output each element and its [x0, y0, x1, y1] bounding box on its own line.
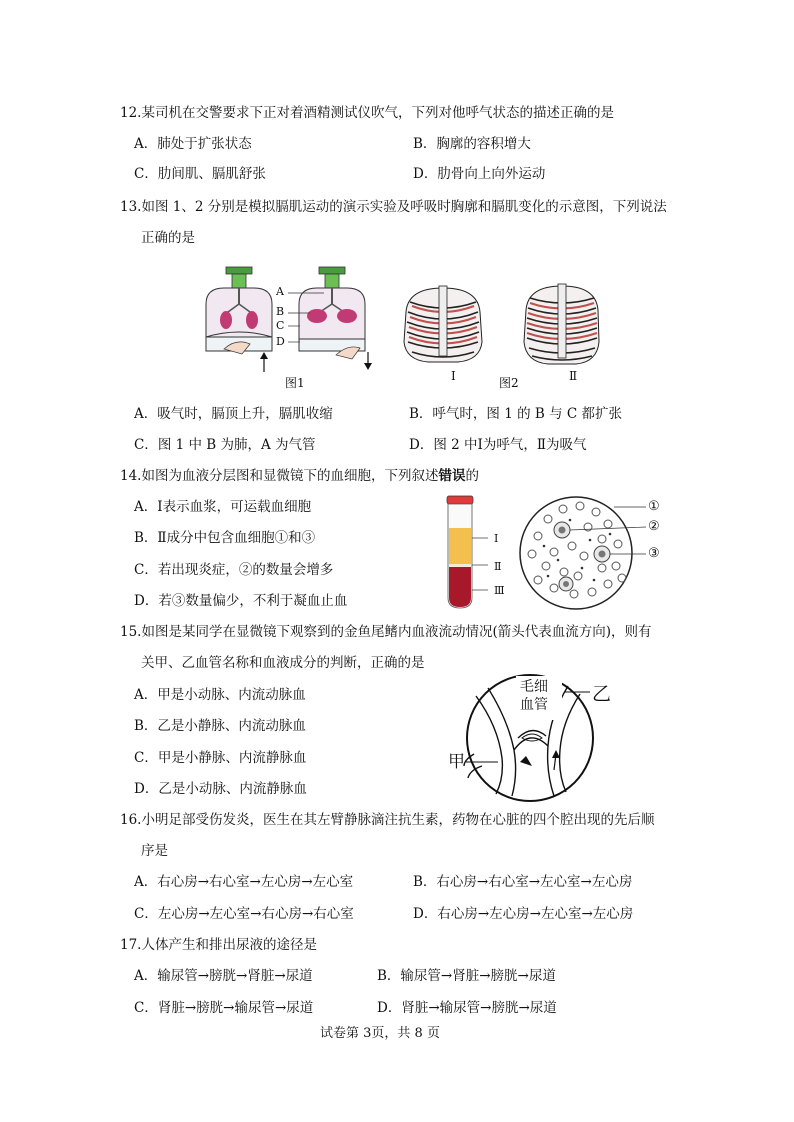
q17-option-d: D．肾脏→输尿管→膀胱→尿道	[377, 1000, 557, 1016]
q16-stem-line1: 16.小明足部受伤发炎，医生在其左臂静脉滴注抗生素，药物在心脏的四个腔出现的先后顺	[120, 812, 655, 828]
blood-cell-micrograph	[518, 494, 658, 612]
q12-stem: 12.某司机在交警要求下正对着酒精测试仪吹气，下列对他呼气状态的描述正确的是	[120, 105, 614, 121]
q16-option-a: A．右心房→右心室→左心房→左心室	[134, 874, 354, 890]
q12-option-d: D．肋骨向上向外运动	[413, 166, 546, 182]
bell-jar-exhale	[288, 267, 372, 370]
q17-option-c: C．肾脏→膀胱→输尿管→尿道	[134, 1000, 314, 1016]
q14-option-d: D．若③数量偏少，不利于凝血止血	[134, 593, 348, 609]
q14-option-b: B．Ⅱ成分中包含血细胞①和③	[134, 530, 316, 546]
fig1-label-b: B	[276, 305, 285, 318]
q13-stem-line2: 正确的是	[141, 230, 195, 246]
q16-option-b: B．右心房→右心室→左心室→左心房	[413, 874, 633, 890]
figure-1-bell-jar	[196, 262, 380, 392]
q17-stem: 17.人体产生和排出尿液的途径是	[120, 937, 317, 953]
q13-stem-line1: 13.如图 1、2 分别是模拟膈肌运动的演示实验及呼吸时胸廓和膈肌变化的示意图，下列说法	[120, 199, 667, 215]
q12-option-c: C．肋间肌、膈肌舒张	[134, 166, 266, 182]
fig2-label-i: Ⅰ	[451, 369, 456, 383]
q14-option-c: C．若出现炎症，②的数量会增多	[134, 562, 334, 578]
tube-label-ii: Ⅱ	[494, 560, 502, 573]
q15-option-c: C．甲是小静脉、内流静脉血	[134, 750, 307, 766]
fig1-label-a: A	[276, 285, 284, 298]
bell-jar-inhale	[206, 267, 272, 372]
vessel-label-jia: 甲	[448, 752, 465, 772]
q14-stem: 14.如图为血液分层图和显微镜下的血细胞，下列叙述错误的	[120, 468, 479, 484]
q15-option-a: A．甲是小动脉、内流动脉血	[134, 687, 306, 703]
q16-option-d: D．右心房→左心房→左心室→左心房	[413, 906, 634, 922]
q16-stem-line2: 序是	[141, 843, 168, 859]
q15-stem-line2: 关甲、乙血管名称和血液成分的判断，正确的是	[141, 655, 425, 671]
cell-label-1: ①	[648, 499, 660, 514]
fig2-caption: 图2	[499, 376, 519, 390]
cell-label-3: ③	[648, 546, 660, 561]
figure-2-rib-cages	[398, 282, 628, 368]
rib-cage-1	[404, 286, 482, 362]
rib-cage-2	[524, 284, 599, 364]
cell-label-2: ②	[648, 519, 660, 534]
q15-option-d: D．乙是小动脉、内流静脉血	[134, 781, 307, 797]
capillary-label-line1: 毛细	[520, 679, 548, 695]
q17-option-b: B．输尿管→肾脏→膀胱→尿道	[377, 968, 556, 984]
q14-stem-emphasis: 错误	[438, 468, 466, 484]
q13-option-b: B．呼气时，图 1 的 B 与 C 都扩张	[409, 406, 623, 422]
q12-option-a: A．肺处于扩张状态	[134, 136, 252, 152]
tube-label-iii: Ⅲ	[494, 584, 505, 597]
q13-option-c: C．图 1 中 B 为肺，A 为气管	[134, 437, 316, 453]
fig2-label-ii: Ⅱ	[569, 369, 578, 383]
tube-label-i: Ⅰ	[494, 532, 499, 545]
blood-layer-test-tube	[440, 494, 490, 612]
page-footer: 试卷第 3页，共 8 页	[320, 1026, 440, 1041]
vessel-label-yi: 乙	[592, 683, 612, 705]
capillary-label-line2: 血管	[520, 697, 548, 713]
q16-option-c: C．左心房→左心室→右心房→右心室	[134, 906, 354, 922]
q13-option-a: A．吸气时，膈顶上升，膈肌收缩	[134, 406, 333, 422]
fig1-label-d: D	[276, 335, 285, 348]
q12-option-b: B．胸廓的容积增大	[413, 136, 531, 152]
q15-option-b: B．乙是小静脉、内流动脉血	[134, 718, 306, 734]
q15-stem-line1: 15.如图是某同学在显微镜下观察到的金鱼尾鳍内血液流动情况(箭头代表血流方向)，则有	[120, 624, 652, 640]
q13-option-d: D．图 2 中Ⅰ为呼气，Ⅱ为吸气	[409, 437, 587, 453]
q17-option-a: A．输尿管→膀胱→肾脏→尿道	[134, 968, 313, 984]
q14-option-a: A．Ⅰ表示血浆，可运载血细胞	[134, 499, 312, 515]
fig1-label-c: C	[276, 319, 285, 332]
fig1-caption: 图1	[285, 376, 305, 390]
